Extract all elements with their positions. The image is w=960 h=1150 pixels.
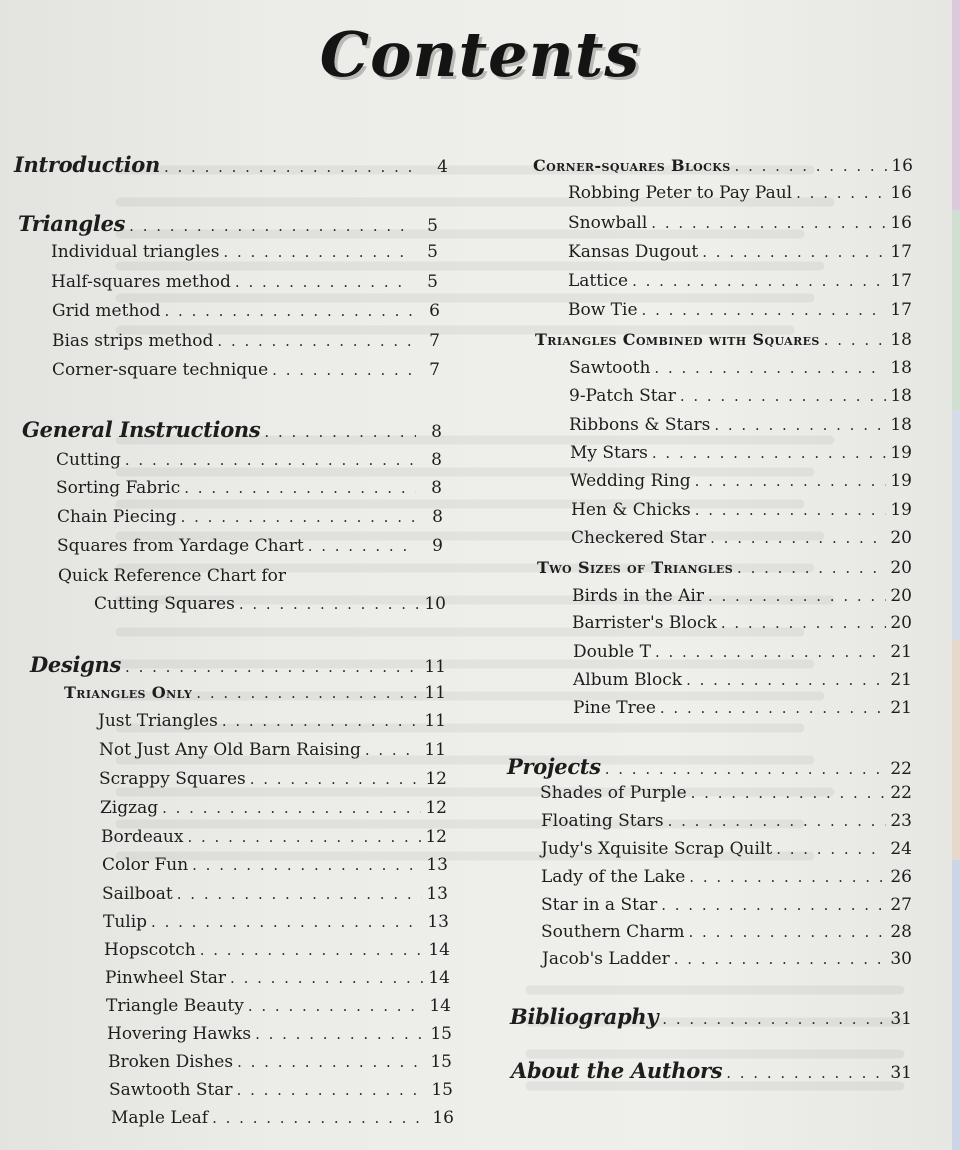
leader-dots [652, 444, 886, 462]
toc-page-number: 15 [430, 1052, 452, 1072]
toc-label: Bordeaux [101, 827, 184, 847]
toc-page-number: 21 [890, 698, 912, 718]
toc-label: Star in a Star [541, 895, 658, 915]
toc-page-number: 21 [890, 670, 912, 690]
toc-entry [98, 711, 446, 731]
toc-entry [571, 500, 912, 520]
toc-entry-general-instructions [22, 417, 442, 442]
toc-label: Snowball [568, 213, 648, 233]
page-edge-tab [952, 640, 960, 860]
toc-label: Barrister's Block [572, 613, 717, 633]
toc-page-number: 12 [425, 827, 447, 847]
toc-entry-triangles-combined [535, 330, 912, 350]
leader-dots [248, 997, 425, 1015]
toc-page-number: 16 [891, 156, 913, 176]
toc-entry-projects [507, 754, 912, 779]
leader-dots [824, 331, 886, 349]
leader-dots [250, 770, 421, 788]
toc-page-number: 13 [427, 912, 449, 932]
toc-page-number: 5 [427, 272, 438, 292]
toc-page-number: 20 [890, 558, 912, 578]
toc-label: Pinwheel Star [105, 968, 227, 988]
toc-label: Ribbons & Stars [569, 415, 711, 435]
toc-label: General Instructions [22, 417, 261, 442]
toc-entry [52, 331, 440, 351]
leader-dots [702, 243, 886, 261]
toc-entry [541, 895, 912, 915]
leader-dots [125, 451, 416, 469]
toc-label: Triangle Beauty [106, 996, 244, 1016]
toc-page-number: 11 [424, 740, 446, 760]
toc-label: Bias strips method [52, 331, 214, 351]
leader-dots [177, 885, 422, 903]
toc-label: Pine Tree [573, 698, 656, 718]
leader-dots [689, 868, 886, 886]
toc-label: Cutting Squares [94, 594, 235, 614]
toc-entry [56, 478, 442, 498]
toc-entry [570, 471, 912, 491]
toc-entry [568, 242, 912, 262]
toc-page-number: 7 [429, 360, 440, 380]
leader-dots [695, 472, 886, 490]
toc-entry [541, 811, 912, 831]
leader-dots [710, 529, 886, 547]
toc-label: Chain Piecing [57, 507, 177, 527]
toc-label: Broken Dishes [108, 1052, 234, 1072]
toc-page-number: 8 [431, 478, 442, 498]
toc-label: Introduction [14, 152, 160, 177]
toc-entry [542, 949, 912, 969]
toc-entry [94, 594, 446, 614]
toc-page-number: 11 [424, 657, 446, 677]
toc-page-number: 8 [432, 507, 443, 527]
toc-label: Two Sizes of Triangles [537, 558, 734, 577]
toc-label: Corner-squares Blocks [533, 156, 731, 175]
toc-label: Sailboat [102, 884, 173, 904]
leader-dots [187, 828, 421, 846]
leader-dots [365, 741, 420, 759]
toc-page-number: 16 [432, 1108, 454, 1128]
toc-entry [102, 855, 448, 875]
toc-entry [540, 783, 912, 803]
leader-dots [686, 671, 886, 689]
toc-page-number: 28 [890, 922, 912, 942]
toc-page-number: 30 [890, 949, 912, 969]
toc-page-number: 10 [424, 594, 446, 614]
toc-entry [106, 996, 451, 1016]
leader-dots [230, 969, 424, 987]
toc-label: Not Just Any Old Barn Raising [99, 740, 361, 760]
toc-entry [102, 884, 448, 904]
toc-entry [572, 586, 912, 606]
toc-page-number: 7 [429, 331, 440, 351]
leader-dots [632, 272, 886, 290]
toc-entry [573, 698, 912, 718]
toc-page-number: 31 [890, 1009, 912, 1029]
toc-page-number: 8 [431, 450, 442, 470]
leader-dots [796, 184, 886, 202]
toc-page-number: 9 [432, 536, 443, 556]
toc-label: Corner-square technique [52, 360, 269, 380]
toc-page-number: 17 [890, 300, 912, 320]
toc-label: Designs [30, 652, 122, 677]
toc-label: Maple Leaf [111, 1108, 209, 1128]
toc-entry-about-the-authors [511, 1058, 912, 1083]
toc-entry [568, 300, 912, 320]
toc-entry-bibliography [510, 1004, 912, 1029]
toc-page-number: 6 [429, 301, 440, 321]
toc-entry-first-line: Quick Reference Chart for [58, 566, 286, 586]
toc-page-number: 20 [890, 613, 912, 633]
toc-label: My Stars [570, 443, 648, 463]
leader-dots [735, 157, 887, 175]
toc-label: Scrappy Squares [99, 769, 246, 789]
toc-entry [57, 507, 443, 527]
toc-label: Projects [507, 754, 601, 779]
toc-label: Triangles Only [64, 683, 193, 702]
toc-label: Color Fun [102, 855, 189, 875]
toc-page-number: 14 [428, 940, 450, 960]
toc-entry [541, 922, 912, 942]
toc-page-number: 15 [430, 1024, 452, 1044]
toc-page-number: 18 [890, 330, 912, 350]
leader-dots [721, 614, 886, 632]
toc-label: Sorting Fabric [56, 478, 181, 498]
toc-entry-two-sizes [537, 558, 912, 578]
toc-entry [571, 528, 912, 548]
toc-page-number: 15 [431, 1080, 453, 1100]
toc-page-number: 12 [425, 769, 447, 789]
toc-label: Album Block [573, 670, 683, 690]
toc-label: Hen & Chicks [571, 500, 691, 520]
page-edge-tab [952, 860, 960, 1150]
toc-page-number: 19 [890, 500, 912, 520]
toc-label: Floating Stars [541, 811, 664, 831]
leader-dots [605, 760, 886, 778]
leader-dots [129, 217, 412, 235]
toc-label: Southern Charm [541, 922, 685, 942]
leader-dots [184, 479, 416, 497]
toc-page-number: 11 [424, 683, 446, 703]
toc-label: Sawtooth Star [109, 1080, 233, 1100]
toc-label: Wedding Ring [570, 471, 691, 491]
toc-entry [99, 769, 447, 789]
toc-entry [105, 968, 450, 988]
toc-page-number: 18 [890, 415, 912, 435]
toc-label: Bow Tie [568, 300, 638, 320]
leader-dots [642, 301, 886, 319]
leader-dots [162, 799, 421, 817]
toc-entry [569, 415, 912, 435]
leader-dots [239, 595, 420, 613]
toc-entry [103, 912, 449, 932]
toc-label: Triangles Combined with Squares [535, 330, 820, 349]
toc-entry [570, 443, 912, 463]
toc-page-number: 16 [890, 213, 912, 233]
leader-dots [165, 302, 414, 320]
page-edge-tab [952, 410, 960, 640]
toc-label: Zigzag [100, 798, 159, 818]
leader-dots [654, 359, 886, 377]
leader-dots [668, 812, 886, 830]
toc-page-number: 8 [431, 422, 442, 442]
toc-label: Just Triangles [98, 711, 218, 731]
leader-dots [217, 332, 414, 350]
leader-dots [708, 587, 886, 605]
toc-entry [101, 827, 447, 847]
toc-label: Grid method [52, 301, 161, 321]
leader-dots [674, 950, 886, 968]
toc-entry [104, 940, 450, 960]
toc-entry [52, 301, 440, 321]
toc-entry-triangles [18, 211, 438, 236]
toc-label: Hopscotch [104, 940, 196, 960]
toc-page-number: 13 [426, 855, 448, 875]
leader-dots [662, 1010, 886, 1028]
leader-dots [655, 643, 886, 661]
toc-label: Individual triangles [51, 242, 220, 262]
toc-page-number: 22 [890, 783, 912, 803]
toc-entry [569, 386, 912, 406]
toc-label: Bibliography [510, 1004, 659, 1029]
toc-label: Squares from Yardage Chart [57, 536, 304, 556]
toc-entry [57, 536, 443, 556]
toc-page-number: 18 [890, 386, 912, 406]
toc-page-number: 17 [890, 271, 912, 291]
toc-page-number: 18 [890, 358, 912, 378]
toc-page-number: 12 [425, 798, 447, 818]
toc-page-number: 19 [890, 471, 912, 491]
toc-label: Sawtooth [569, 358, 651, 378]
leader-dots [192, 856, 422, 874]
toc-entry [568, 271, 912, 291]
toc-entry [573, 670, 912, 690]
toc-page-number: 23 [890, 811, 912, 831]
toc-page-number: 4 [437, 157, 448, 177]
toc-entry [541, 867, 912, 887]
toc-label: Tulip [103, 912, 148, 932]
toc-page-number: 26 [890, 867, 912, 887]
leader-dots [726, 1064, 886, 1082]
leader-dots [200, 941, 424, 959]
toc-entry [541, 839, 912, 859]
leader-dots [272, 361, 414, 379]
toc-page-number: 11 [424, 711, 446, 731]
toc-label: Lady of the Lake [541, 867, 686, 887]
toc-page-number: 5 [427, 242, 438, 262]
toc-label: Lattice [568, 271, 629, 291]
toc-page-number: 16 [890, 183, 912, 203]
leader-dots [651, 214, 886, 232]
toc-entry [572, 613, 912, 633]
leader-dots [235, 273, 412, 291]
toc-page-number: 20 [890, 528, 912, 548]
leader-dots [695, 501, 886, 519]
toc-page-number: 17 [890, 242, 912, 262]
toc-entry [568, 213, 912, 233]
toc-label: Robbing Peter to Pay Paul [568, 183, 793, 203]
toc-entry [108, 1052, 452, 1072]
leader-dots [196, 684, 420, 702]
toc-entry [111, 1108, 454, 1128]
leader-dots [661, 896, 886, 914]
leader-dots [776, 840, 886, 858]
toc-entry [52, 360, 440, 380]
leader-dots [237, 1081, 427, 1099]
leader-dots [151, 913, 423, 931]
toc-label: Jacob's Ladder [542, 949, 670, 969]
toc-label: Cutting [56, 450, 121, 470]
leader-dots [264, 423, 416, 441]
toc-entry-introduction [14, 152, 448, 177]
page-title: Contents [319, 18, 641, 91]
toc-entry [109, 1080, 453, 1100]
toc-entry-triangles-only [64, 683, 446, 703]
leader-dots [714, 416, 886, 434]
toc-entry [51, 242, 438, 262]
toc-label: About the Authors [511, 1058, 723, 1083]
toc-page-number: 13 [426, 884, 448, 904]
leader-dots [164, 158, 422, 176]
leader-dots [691, 784, 886, 802]
toc-label: Double T [573, 642, 651, 662]
leader-dots [237, 1053, 426, 1071]
leader-dots [125, 658, 420, 676]
toc-entry [51, 272, 438, 292]
toc-label: Half-squares method [51, 272, 231, 292]
toc-page-number: 22 [890, 759, 912, 779]
toc-label: 9-Patch Star [569, 386, 676, 406]
leader-dots [308, 537, 417, 555]
page-edge-tab [952, 210, 960, 410]
toc-label: Judy's Xquisite Scrap Quilt [541, 839, 773, 859]
toc-page-number: 19 [890, 443, 912, 463]
toc-entry [100, 798, 447, 818]
toc-label: Kansas Dugout [568, 242, 699, 262]
leader-dots [660, 699, 886, 717]
toc-entry-designs [30, 652, 446, 677]
leader-dots [223, 243, 412, 261]
toc-entry [99, 740, 446, 760]
toc-label: Triangles [18, 211, 126, 236]
leader-dots [680, 387, 886, 405]
toc-entry [569, 358, 912, 378]
toc-page-number: 27 [890, 895, 912, 915]
toc-page-number: 14 [429, 996, 451, 1016]
leader-dots [181, 508, 417, 526]
toc-entry [107, 1024, 452, 1044]
leader-dots [255, 1025, 426, 1043]
toc-entry-corner-squares-blocks [533, 156, 913, 176]
toc-label: Checkered Star [571, 528, 707, 548]
toc-page-number: 14 [428, 968, 450, 988]
toc-page-number: 24 [890, 839, 912, 859]
toc-entry [568, 183, 912, 203]
leader-dots [222, 712, 420, 730]
toc-label: Hovering Hawks [107, 1024, 252, 1044]
toc-entry [56, 450, 442, 470]
leader-dots [689, 923, 887, 941]
toc-page-number: 5 [427, 216, 438, 236]
toc-page-number: 20 [890, 586, 912, 606]
toc-page-number: 31 [890, 1063, 912, 1083]
toc-entry [573, 642, 912, 662]
toc-page-number: 21 [890, 642, 912, 662]
toc-label: Birds in the Air [572, 586, 704, 606]
toc-label: Shades of Purple [540, 783, 687, 803]
leader-dots [212, 1109, 428, 1127]
leader-dots [737, 559, 886, 577]
